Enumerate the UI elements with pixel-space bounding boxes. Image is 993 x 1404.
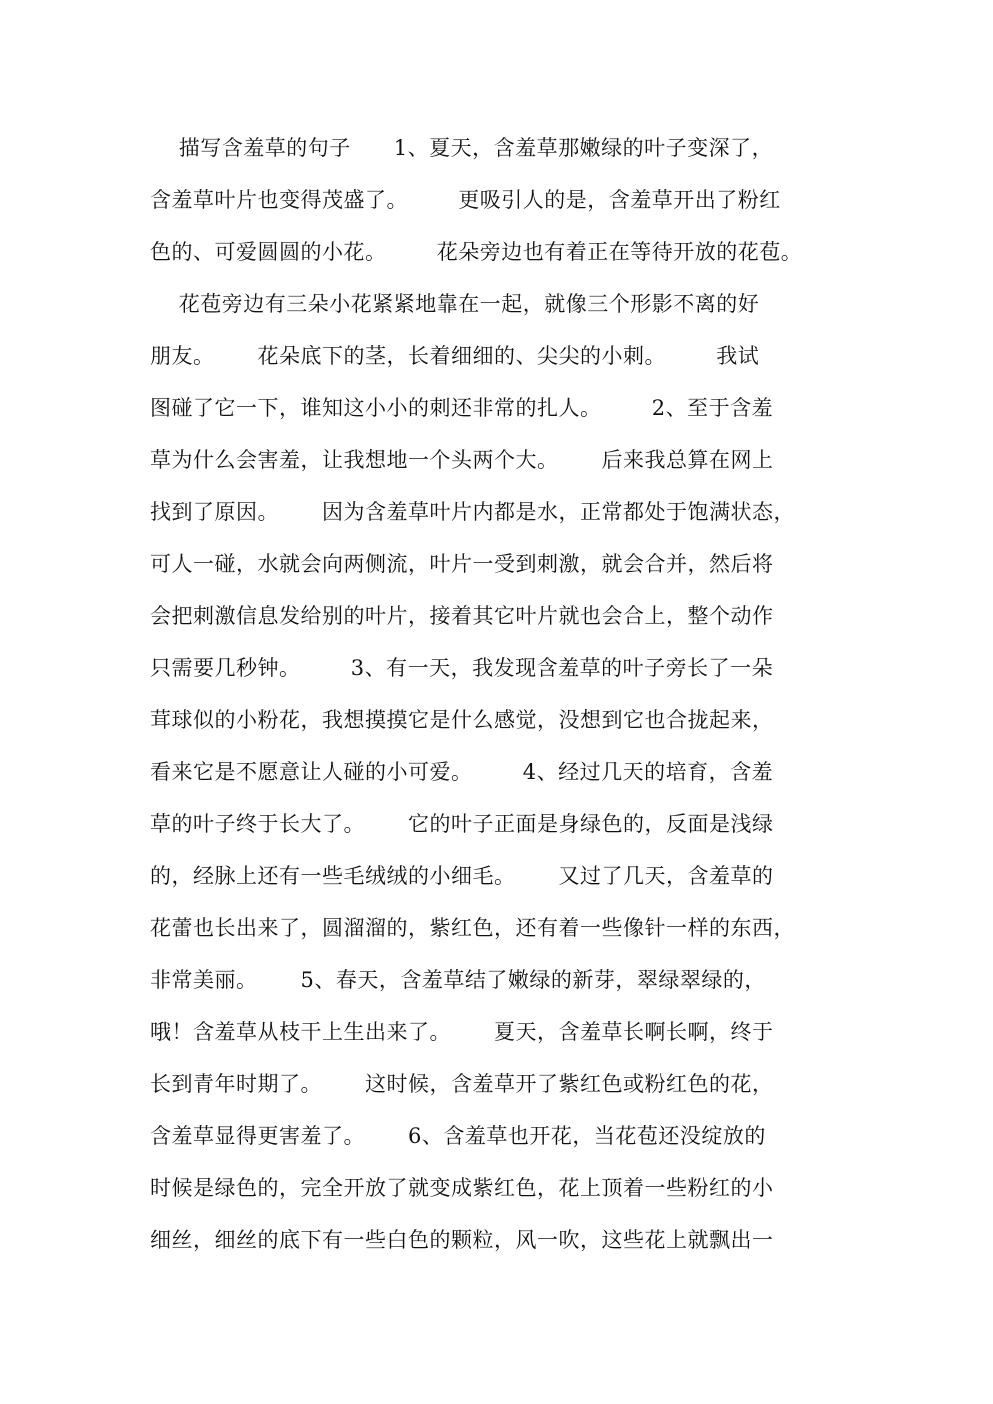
text-line-8: 找到了原因。 因为含羞草叶片内都是水，正常都处于饱满状态， xyxy=(150,500,796,524)
text-line-11: 只需要几秒钟。 3、有一天，我发现含羞草的叶子旁长了一朵 xyxy=(150,656,774,680)
text-line-7: 草为什么会害羞，让我想地一个头两个大。 后来我总算在网上 xyxy=(150,448,774,472)
text-line-14: 草的叶子终于长大了。 它的叶子正面是身绿色的，反面是浅绿 xyxy=(150,812,774,836)
text-line-18: 哦！含羞草从枝干上生出来了。 夏天，含羞草长啊长啊，终于 xyxy=(150,1020,774,1044)
text-line-3: 色的、可爱圆圆的小花。 花朵旁边也有着正在等待开放的花苞。 xyxy=(150,240,803,264)
text-line-21: 时候是绿色的，完全开放了就变成紫红色，花上顶着一些粉红的小 xyxy=(150,1176,774,1200)
text-line-12: 茸球似的小粉花，我想摸摸它是什么感觉，没想到它也合拢起来， xyxy=(150,708,774,732)
text-line-5: 朋友。 花朵底下的茎，长着细细的、尖尖的小刺。 我试 xyxy=(150,344,760,368)
text-line-10: 会把刺激信息发给别的叶片，接着其它叶片就也会合上，整个动作 xyxy=(150,604,774,628)
text-line-13: 看来它是不愿意让人碰的小可爱。 4、经过几天的培育，含羞 xyxy=(150,760,774,784)
text-line-1: 描写含羞草的句子 1、夏天，含羞草那嫩绿的叶子变深了， xyxy=(150,136,774,160)
text-line-6: 图碰了它一下，谁知这小小的刺还非常的扎人。 2、至于含羞 xyxy=(150,396,774,420)
text-line-17: 非常美丽。 5、春天，含羞草结了嫩绿的新芽，翠绿翠绿的， xyxy=(150,968,766,992)
text-line-15: 的，经脉上还有一些毛绒绒的小细毛。 又过了几天，含羞草的 xyxy=(150,864,774,888)
text-line-4: 花苞旁边有三朵小花紧紧地靠在一起，就像三个形影不离的好 xyxy=(150,292,760,316)
text-line-19: 长到青年时期了。 这时候，含羞草开了紫红色或粉红色的花， xyxy=(150,1072,774,1096)
text-line-2: 含羞草叶片也变得茂盛了。 更吸引人的是，含羞草开出了粉红 xyxy=(150,188,781,212)
text-line-16: 花蕾也长出来了，圆溜溜的，紫红色，还有着一些像针一样的东西， xyxy=(150,916,795,940)
text-line-22: 细丝，细丝的底下有一些白色的颗粒，风一吹，这些花上就飘出一 xyxy=(150,1228,774,1252)
text-line-20: 含羞草显得更害羞了。 6、含羞草也开花，当花苞还没绽放的 xyxy=(150,1124,766,1148)
text-line-9: 可人一碰，水就会向两侧流，叶片一受到刺激，就会合并，然后将 xyxy=(150,552,774,576)
